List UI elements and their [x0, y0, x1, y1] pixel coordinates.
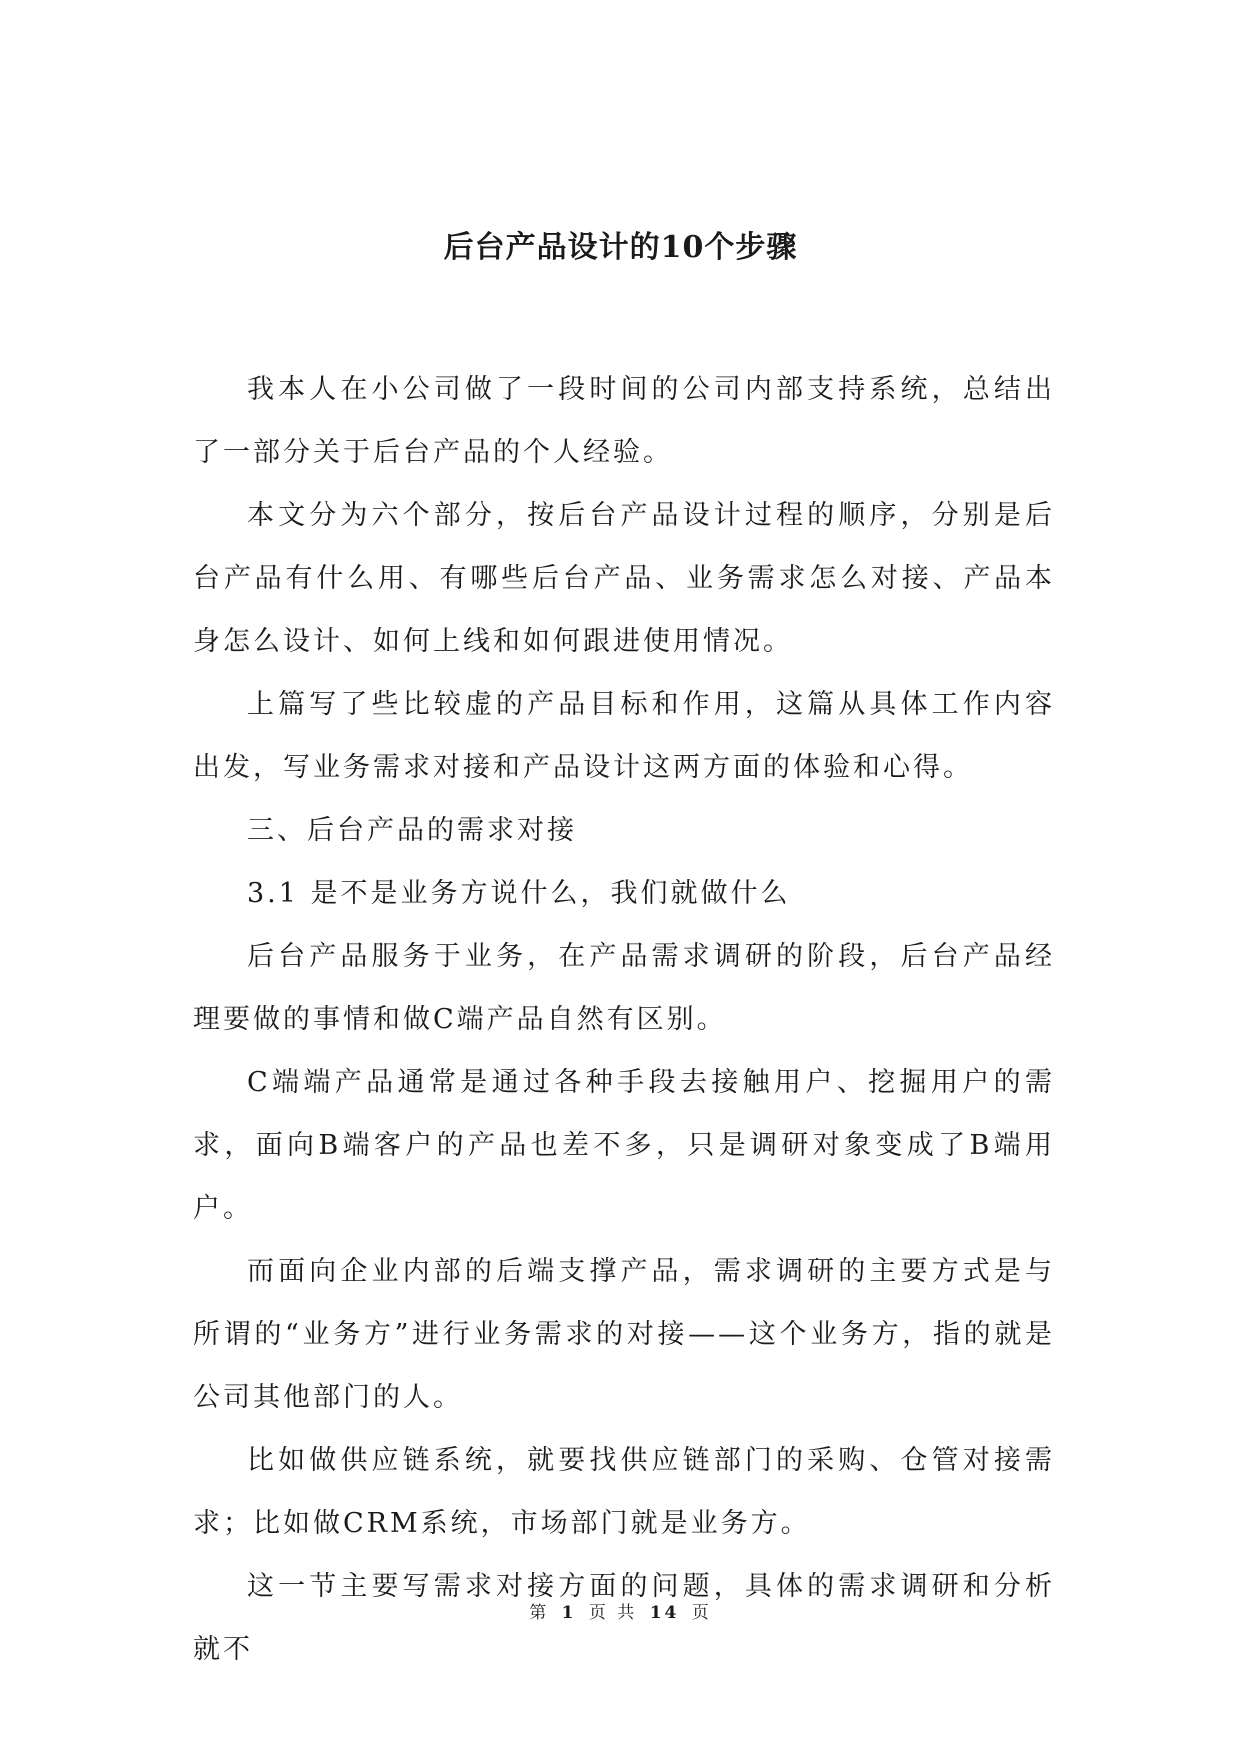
paragraph: 而面向企业内部的后端支撑产品，需求调研的主要方式是与所谓的“业务方”进行业务需求的对接——这个业务方，指的就是公司其他部门的人。 [193, 1256, 1055, 1413]
paragraph: 本文分为六个部分，按后台产品设计过程的顺序，分别是后台产品有什么用、有哪些后台产品、业务需求怎么对接、产品本身怎么设计、如何上线和如何跟进使用情况。 [193, 500, 1055, 657]
document-title: 后台产品设计的10个步骤 [443, 230, 798, 265]
paragraph: 这一节主要写需求对接方面的问题，具体的需求调研和分析就不 [193, 1571, 1055, 1665]
paragraph: 我本人在小公司做了一段时间的公司内部支持系统，总结出了一部分关于后台产品的个人经验。 [193, 374, 1055, 468]
subsection-heading: 3.1 是不是业务方说什么，我们就做什么 [247, 878, 791, 909]
footer-suffix: 页 [691, 1603, 712, 1623]
footer-prefix: 第 [529, 1603, 550, 1623]
page-footer [0, 1601, 1241, 1625]
footer-middle: 页 共 [588, 1603, 638, 1623]
section-heading: 三、后台产品的需求对接 [247, 815, 577, 846]
paragraph: 后台产品服务于业务，在产品需求调研的阶段，后台产品经理要做的事情和做C端产品自然有区别。 [193, 941, 1055, 1035]
paragraph: 上篇写了些比较虚的产品目标和作用，这篇从具体工作内容出发，写业务需求对接和产品设计这两方面的体验和心得。 [193, 689, 1055, 783]
paragraph: 比如做供应链系统，就要找供应链部门的采购、仓管对接需求；比如做CRM系统，市场部门就是业务方。 [193, 1445, 1055, 1539]
paragraph: C端端产品通常是通过各种手段去接触用户、挖掘用户的需求，面向B端客户的产品也差不多，只是调研对象变成了B端用户。 [193, 1067, 1055, 1224]
footer-total-pages: 14 [649, 1603, 680, 1623]
document-body [193, 358, 1055, 1681]
footer-page-number: 1 [561, 1603, 577, 1623]
